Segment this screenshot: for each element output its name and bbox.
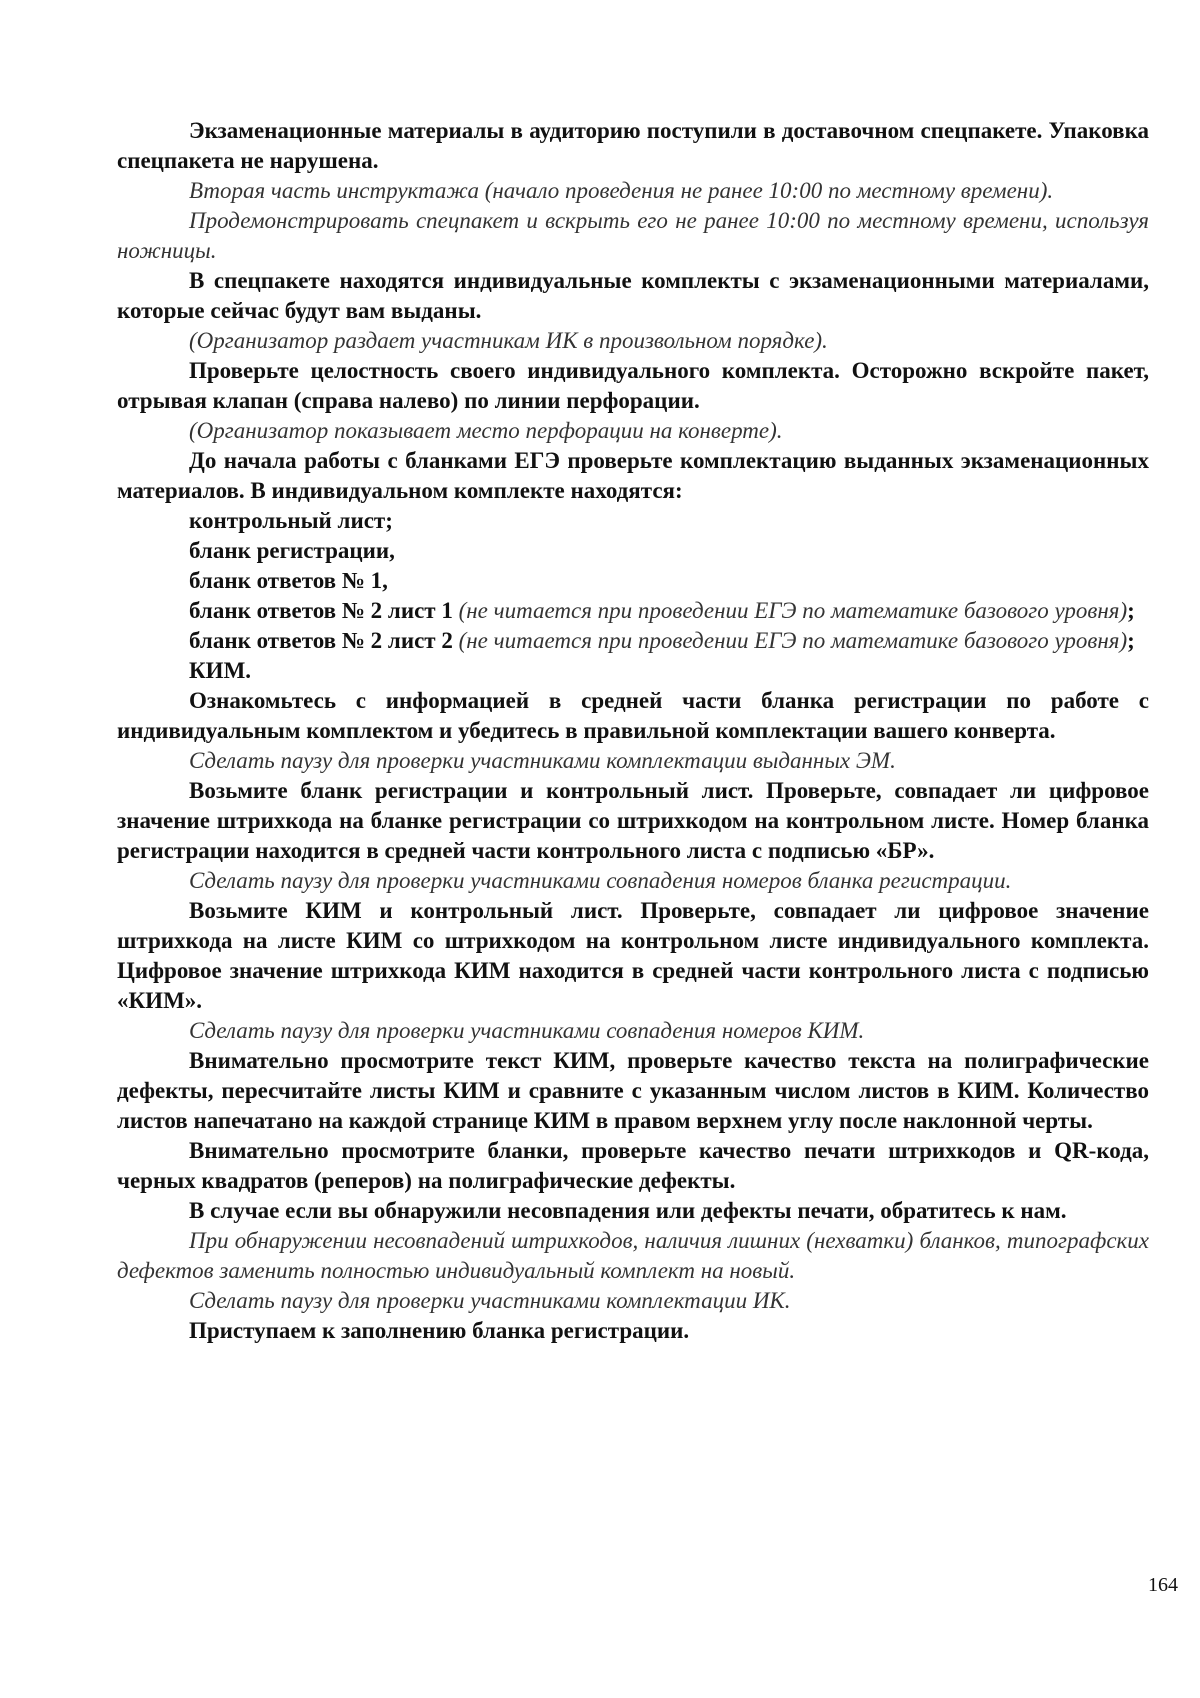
paragraph: Экзаменационные материалы в аудиторию поступили в доставочном спецпакете. Упаковка спецпакета не нарушена.	[117, 118, 1149, 173]
kit-list-item: бланк ответов № 2 лист 1 (не читается при проведении ЕГЭ по математике базового уровня);	[189, 598, 1135, 623]
instruction-note: Сделать паузу для проверки участниками комплектации ИК.	[189, 1288, 791, 1313]
instruction-note: Сделать паузу для проверки участниками совпадения номеров КИМ.	[189, 1018, 865, 1043]
kit-list-item: бланк ответов № 1,	[189, 568, 388, 593]
paragraph: Приступаем к заполнению бланка регистрации.	[189, 1318, 690, 1343]
instruction-note: Вторая часть инструктажа (начало проведения не ранее 10:00 по местному времени).	[189, 178, 1054, 203]
instruction-note: При обнаружении несовпадений штрихкодов, наличия лишних (нехватки) бланков, типографских дефектов заменить полностью индивидуальный комплект на новый.	[117, 1228, 1149, 1283]
instruction-note: (Организатор раздает участникам ИК в произвольном порядке).	[189, 328, 828, 353]
document-body	[117, 116, 1149, 1346]
paragraph: До начала работы с бланками ЕГЭ проверьте комплектацию выданных экзаменационных материалов. В индивидуальном комплекте находятся:	[117, 448, 1149, 503]
kit-list-item: контрольный лист;	[189, 508, 393, 533]
instruction-note: Продемонстрировать спецпакет и вскрыть его не ранее 10:00 по местному времени, используя ножницы.	[117, 208, 1149, 263]
kit-list-item: бланк ответов № 2 лист 2 (не читается при проведении ЕГЭ по математике базового уровня);	[189, 628, 1135, 653]
kit-list-item: бланк регистрации,	[189, 538, 395, 563]
paragraph: Внимательно просмотрите текст КИМ, проверьте качество текста на полиграфические дефекты, пересчитайте листы КИМ и сравните с указанным числом листов в КИМ. Количество листов напечатано на каждой странице КИМ в правом верхнем углу после наклонной черты.	[117, 1048, 1149, 1133]
kit-list-item: КИМ.	[189, 658, 252, 683]
paragraph: В спецпакете находятся индивидуальные комплекты с экзаменационными материалами, которые сейчас будут вам выданы.	[117, 268, 1149, 323]
paragraph: Внимательно просмотрите бланки, проверьте качество печати штрихкодов и QR-кода, черных квадратов (реперов) на полиграфические дефекты.	[117, 1138, 1149, 1193]
instruction-note: Сделать паузу для проверки участниками комплектации выданных ЭМ.	[189, 748, 896, 773]
paragraph: Ознакомьтесь с информацией в средней части бланка регистрации по работе с индивидуальным комплектом и убедитесь в правильной комплектации вашего конверта.	[117, 688, 1149, 743]
paragraph: Возьмите КИМ и контрольный лист. Проверьте, совпадает ли цифровое значение штрихкода на листе КИМ со штрихкодом на контрольном листе индивидуального комплекта. Цифровое значение штрихкода КИМ находится в средней части контрольного листа с подписью «КИМ».	[117, 898, 1149, 1013]
paragraph: Проверьте целостность своего индивидуального комплекта. Осторожно вскройте пакет, отрывая клапан (справа налево) по линии перфорации.	[117, 358, 1149, 413]
instruction-note: Сделать паузу для проверки участниками совпадения номеров бланка регистрации.	[189, 868, 1012, 893]
paragraph: Возьмите бланк регистрации и контрольный лист. Проверьте, совпадает ли цифровое значение штрихкода на бланке регистрации со штрихкодом на контрольном листе. Номер бланка регистрации находится в средней части контрольного листа с подписью «БР».	[117, 778, 1149, 863]
paragraph: В случае если вы обнаружили несовпадения или дефекты печати, обратитесь к нам.	[189, 1198, 1067, 1223]
page-number: 164	[1148, 1574, 1178, 1596]
instruction-note: (Организатор показывает место перфорации на конверте).	[189, 418, 783, 443]
